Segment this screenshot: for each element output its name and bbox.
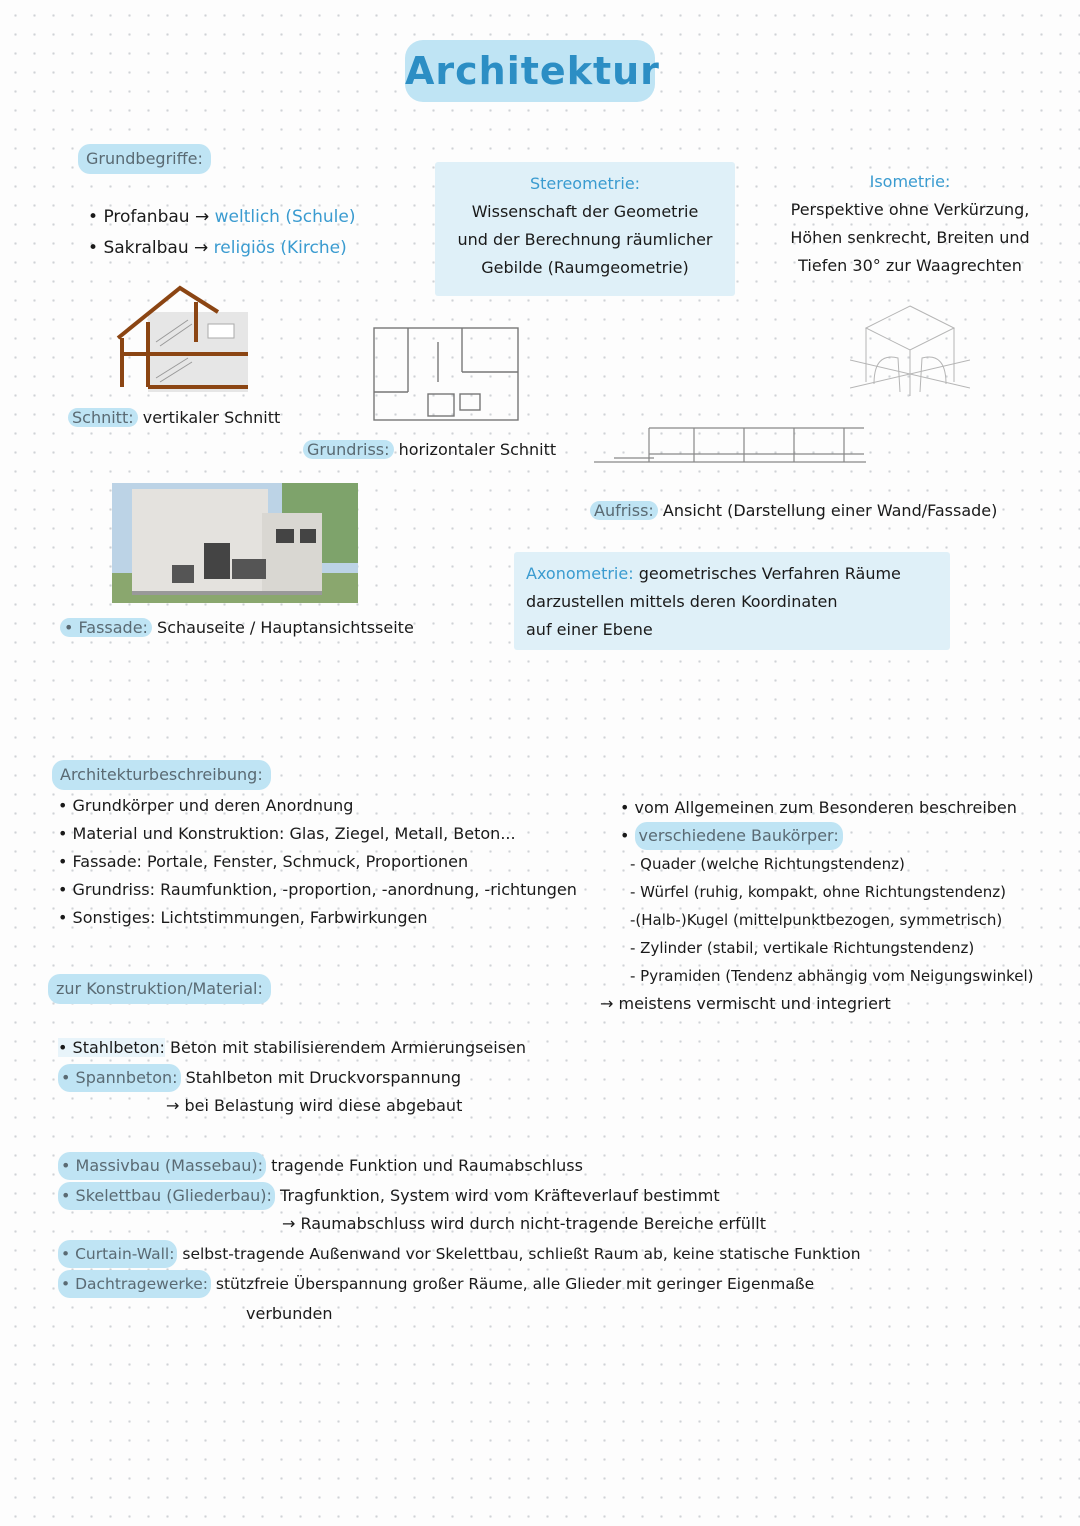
list-item: - Quader (welche Richtungstendenz) bbox=[630, 855, 905, 873]
axonometrie-box bbox=[514, 552, 950, 650]
grundbegriffe-section bbox=[78, 144, 211, 174]
aufriss-drawing bbox=[594, 422, 866, 468]
arrow: → bbox=[194, 207, 210, 227]
koerper-list bbox=[620, 850, 1034, 990]
stahlbeton-term: • Stahlbeton: bbox=[58, 1038, 165, 1057]
skelettbau-term: • Skelettbau (Gliederbau): bbox=[58, 1182, 275, 1210]
isometrie-heading: Isometrie: bbox=[869, 172, 951, 191]
stereometrie-line: Gebilde (Raumgeometrie) bbox=[481, 258, 689, 277]
value: weltlich (Schule) bbox=[214, 207, 356, 227]
spannbeton-term: • Spannbeton: bbox=[58, 1064, 181, 1092]
dach-row bbox=[58, 1270, 814, 1298]
grundbegriffe-item bbox=[88, 202, 356, 232]
grundriss-desc: horizontaler Schnitt bbox=[398, 440, 557, 459]
dach-desc2: verbunden bbox=[246, 1304, 333, 1323]
list-item: • Grundriss: Raumfunktion, -proportion, -anordnung, -richtungen bbox=[58, 876, 577, 904]
stereometrie-box bbox=[435, 162, 735, 296]
fassade-desc: Schauseite / Hauptansichtsseite bbox=[157, 618, 414, 637]
spannbeton-row bbox=[58, 1064, 461, 1092]
list-item: - Zylinder (stabil, vertikale Richtungstendenz) bbox=[630, 939, 975, 957]
schnitt-label bbox=[68, 408, 280, 427]
fassade-label bbox=[60, 618, 414, 637]
skelettbau-note: → Raumabschluss wird durch nicht-tragende Bereiche erfüllt bbox=[282, 1214, 766, 1233]
list-item: - Würfel (ruhig, kompakt, ohne Richtungstendenz) bbox=[630, 883, 1006, 901]
curtain-term: • Curtain-Wall: bbox=[58, 1240, 177, 1268]
fassade-photo bbox=[112, 483, 358, 603]
aufriss-desc: Ansicht (Darstellung einer Wand/Fassade) bbox=[662, 501, 998, 520]
schnitt-term: Schnitt: bbox=[68, 408, 138, 427]
list-item: • Grundkörper und deren Anordnung bbox=[58, 792, 577, 820]
stahlbeton-row bbox=[58, 1034, 526, 1062]
aufriss-term: Aufriss: bbox=[590, 501, 658, 520]
grundbegriffe-item bbox=[88, 233, 347, 263]
stereometrie-heading: Stereometrie: bbox=[529, 174, 641, 193]
beschreibung-section bbox=[52, 760, 271, 790]
stahlbeton-desc: Beton mit stabilisierendem Armierungseisen bbox=[170, 1038, 527, 1057]
dach-term: • Dachtragewerke: bbox=[58, 1270, 211, 1298]
koerper-summary: → meistens vermischt und integriert bbox=[600, 994, 891, 1013]
grundriss-drawing bbox=[368, 322, 524, 424]
list-item: • vom Allgemeinen zum Besonderen beschreiben bbox=[620, 794, 1034, 822]
aufriss-label bbox=[590, 501, 997, 520]
skelettbau-desc: Tragfunktion, System wird vom Kräfteverlauf bestimmt bbox=[280, 1186, 720, 1205]
grundbegriffe-heading: Grundbegriffe: bbox=[78, 144, 211, 174]
isometrie-drawing bbox=[850, 300, 970, 400]
spannbeton-note: → bei Belastung wird diese abgebaut bbox=[166, 1096, 463, 1115]
grundriss-term: Grundriss: bbox=[303, 440, 394, 459]
schnitt-desc: vertikaler Schnitt bbox=[142, 408, 281, 427]
list-item: • Material und Konstruktion: Glas, Ziegel, Metall, Beton... bbox=[58, 820, 577, 848]
axonometrie-term: Axonometrie: bbox=[526, 564, 634, 583]
schnitt-drawing bbox=[108, 282, 258, 394]
dach-desc: stützfreie Überspannung großer Räume, alle Glieder mit geringer Eigenmaße bbox=[215, 1275, 815, 1293]
skelettbau-row bbox=[58, 1182, 720, 1210]
list-item bbox=[620, 822, 1034, 850]
fassade-term: • Fassade: bbox=[60, 618, 152, 637]
axonometrie-line: geometrisches Verfahren Räume bbox=[638, 564, 901, 583]
axonometrie-line: auf einer Ebene bbox=[526, 620, 653, 639]
isometrie-line: Tiefen 30° zur Waagrechten bbox=[798, 256, 1022, 275]
curtain-desc: selbst-tragende Außenwand vor Skelettbau, schließt Raum ab, keine statische Funktion bbox=[182, 1245, 861, 1263]
stereometrie-line: und der Berechnung räumlicher bbox=[457, 230, 713, 249]
beschreibung-right bbox=[600, 794, 1034, 1018]
value: religiös (Kirche) bbox=[213, 238, 347, 258]
massivbau-term: • Massivbau (Massebau): bbox=[58, 1152, 266, 1180]
list-item: -(Halb-)Kugel (mittelpunktbezogen, symmetrisch) bbox=[630, 911, 1003, 929]
arrow: → bbox=[194, 238, 209, 258]
isometrie-line: Perspektive ohne Verkürzung, bbox=[790, 200, 1030, 219]
konstruktion-heading: zur Konstruktion/Material: bbox=[48, 974, 271, 1004]
term: • Profanbau bbox=[88, 207, 190, 227]
konstruktion-section bbox=[48, 974, 271, 1004]
term: • Sakralbau bbox=[88, 238, 189, 258]
curtain-row bbox=[58, 1240, 861, 1268]
koerper-heading: verschiedene Baukörper: bbox=[635, 822, 843, 850]
grundriss-label bbox=[303, 440, 556, 459]
beschreibung-heading: Architekturbeschreibung: bbox=[52, 760, 271, 790]
axonometrie-line: darzustellen mittels deren Koordinaten bbox=[526, 592, 838, 611]
spannbeton-desc: Stahlbeton mit Druckvorspannung bbox=[185, 1068, 462, 1087]
beschreibung-list bbox=[58, 792, 577, 932]
list-item: • Sonstiges: Lichtstimmungen, Farbwirkungen bbox=[58, 904, 577, 932]
massivbau-desc: tragende Funktion und Raumabschluss bbox=[271, 1156, 583, 1175]
stereometrie-line: Wissenschaft der Geometrie bbox=[471, 202, 699, 221]
isometrie-section bbox=[765, 168, 1055, 280]
isometrie-line: Höhen senkrecht, Breiten und bbox=[790, 228, 1030, 247]
page-title: Architektur bbox=[405, 40, 655, 102]
massivbau-row bbox=[58, 1152, 583, 1180]
list-item: • Fassade: Portale, Fenster, Schmuck, Proportionen bbox=[58, 848, 577, 876]
list-item: - Pyramiden (Tendenz abhängig vom Neigungswinkel) bbox=[630, 967, 1034, 985]
